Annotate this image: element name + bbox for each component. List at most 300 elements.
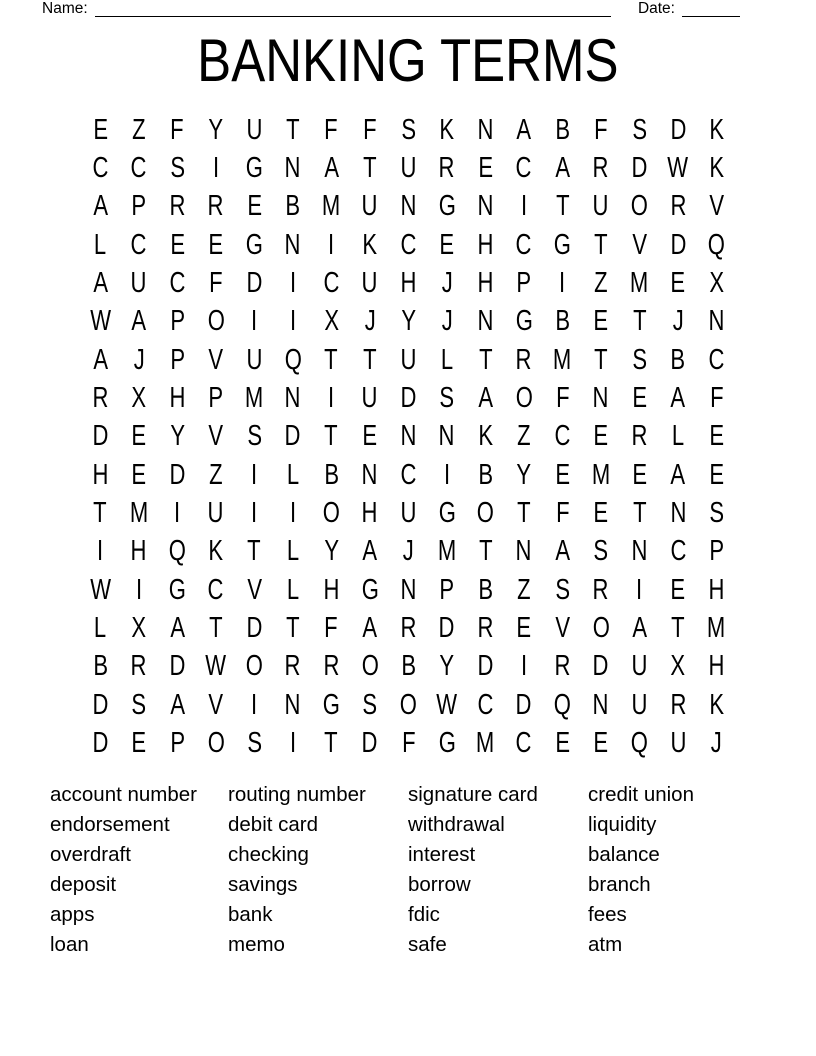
grid-cell (697, 418, 736, 456)
word-item: account number (50, 783, 198, 806)
grid-letter: T (632, 497, 647, 530)
grid-cell (428, 111, 467, 149)
grid-row (81, 609, 736, 647)
grid-row (81, 188, 736, 226)
grid-letter: N (477, 113, 494, 146)
grid-cell (351, 264, 390, 302)
grid-letter: Z (517, 420, 531, 453)
grid-letter: R (670, 190, 686, 223)
name-blank-line (95, 1, 611, 17)
grid-letter: M (437, 535, 457, 568)
grid-letter: F (170, 113, 185, 146)
grid-letter: I (251, 688, 258, 721)
grid-cell (505, 264, 544, 302)
grid-cell (120, 609, 159, 647)
grid-letter: J (402, 535, 414, 568)
grid-cell (312, 725, 351, 763)
grid-cell (697, 456, 736, 494)
grid-cell (274, 149, 313, 187)
grid-cell (235, 303, 274, 341)
grid-letter: X (131, 382, 147, 415)
grid-letter: I (251, 458, 258, 491)
grid-letter: R (323, 650, 340, 683)
grid-cell (428, 379, 467, 417)
grid-cell (197, 571, 236, 609)
grid-letter: R (477, 612, 494, 645)
grid-cell (428, 303, 467, 341)
grid-letter: K (709, 688, 724, 721)
grid-cell (120, 494, 159, 532)
grid-cell (274, 188, 313, 226)
grid-cell (620, 303, 659, 341)
word-item: liquidity (588, 812, 657, 836)
grid-cell (505, 149, 544, 187)
grid-cell (274, 609, 313, 647)
grid-letter: S (246, 727, 262, 760)
grid-cell (389, 609, 428, 647)
grid-letter: D (670, 113, 686, 146)
grid-letter: A (362, 535, 378, 568)
grid-letter: C (130, 228, 147, 261)
grid-cell (158, 379, 197, 417)
grid-letter: O (207, 727, 225, 760)
grid-cell (543, 111, 582, 149)
grid-letter: K (208, 535, 224, 568)
grid-letter: N (670, 497, 686, 530)
grid-cell (620, 494, 659, 532)
grid-cell (389, 418, 428, 456)
grid-letter: R (400, 612, 417, 645)
grid-letter: R (169, 190, 186, 223)
grid-letter: J (441, 267, 453, 300)
grid-cell (428, 686, 467, 724)
grid-letter: P (131, 190, 147, 223)
grid-cell (235, 494, 274, 532)
grid-letter: E (555, 727, 570, 760)
grid-letter: A (323, 152, 339, 185)
grid-letter: V (208, 688, 224, 721)
grid-cell (582, 456, 621, 494)
grid-letter: N (284, 688, 301, 721)
grid-letter: I (289, 267, 296, 300)
grid-cell (120, 341, 159, 379)
grid-cell (235, 648, 274, 686)
grid-cell (158, 188, 197, 226)
grid-cell (81, 686, 120, 724)
grid-cell (235, 264, 274, 302)
grid-cell (697, 226, 736, 264)
grid-letter: E (593, 305, 609, 338)
grid-cell (466, 571, 505, 609)
grid-cell (582, 418, 621, 456)
grid-letter: D (631, 152, 648, 185)
grid-letter: N (477, 190, 494, 223)
grid-letter: C (515, 228, 532, 261)
grid-cell (428, 609, 467, 647)
grid-cell (389, 149, 428, 187)
grid-letter: A (362, 612, 378, 645)
grid-letter: E (439, 228, 455, 261)
grid-cell (466, 226, 505, 264)
grid-cell (659, 111, 698, 149)
grid-cell (197, 226, 236, 264)
grid-cell (389, 648, 428, 686)
grid-cell (389, 456, 428, 494)
grid-letter: H (323, 573, 340, 606)
grid-cell (428, 341, 467, 379)
grid-letter: R (592, 573, 609, 606)
word-item: credit union (588, 783, 694, 806)
grid-cell (620, 571, 659, 609)
grid-cell (274, 571, 313, 609)
grid-letter: I (289, 497, 296, 530)
grid-row (81, 686, 736, 724)
grid-cell (659, 188, 698, 226)
grid-cell (620, 188, 659, 226)
grid-letter: M (476, 727, 495, 760)
grid-cell (197, 494, 236, 532)
grid-letter: T (594, 343, 608, 376)
grid-cell (543, 303, 582, 341)
grid-cell (697, 609, 736, 647)
grid-cell (428, 725, 467, 763)
grid-letter: D (246, 612, 263, 645)
grid-cell (428, 226, 467, 264)
grid-letter: T (324, 420, 339, 453)
grid-letter: B (555, 305, 570, 338)
grid-cell (582, 725, 621, 763)
grid-cell (659, 226, 698, 264)
grid-letter: X (670, 650, 686, 683)
grid-cell (697, 533, 736, 571)
grid-cell (697, 341, 736, 379)
grid-letter: G (438, 727, 456, 760)
grid-cell (158, 456, 197, 494)
grid-cell (505, 686, 544, 724)
grid-letter: T (555, 190, 570, 223)
grid-cell (543, 725, 582, 763)
word-column (408, 780, 588, 959)
grid-cell (582, 648, 621, 686)
grid-letter: U (670, 727, 686, 760)
grid-cell (120, 725, 159, 763)
grid-cell (81, 418, 120, 456)
grid-letter: R (284, 650, 301, 683)
grid-cell (543, 418, 582, 456)
grid-cell (120, 111, 159, 149)
grid-letter: L (94, 612, 107, 645)
grid-cell (582, 188, 621, 226)
grid-cell (158, 264, 197, 302)
grid-letter: C (323, 267, 340, 300)
grid-letter: V (246, 573, 262, 606)
grid-cell (312, 379, 351, 417)
grid-cell (235, 725, 274, 763)
grid-cell (582, 303, 621, 341)
grid-cell (428, 149, 467, 187)
grid-cell (351, 149, 390, 187)
grid-letter: F (324, 113, 339, 146)
grid-cell (120, 379, 159, 417)
grid-letter: U (631, 650, 648, 683)
grid-cell (312, 571, 351, 609)
grid-cell (543, 609, 582, 647)
grid-cell (389, 264, 428, 302)
grid-cell (389, 341, 428, 379)
grid-letter: O (322, 497, 340, 530)
grid-cell (466, 456, 505, 494)
grid-letter: Q (284, 343, 302, 376)
grid-cell (158, 303, 197, 341)
grid-cell (351, 456, 390, 494)
grid-cell (505, 725, 544, 763)
grid-cell (505, 418, 544, 456)
grid-letter: F (324, 612, 339, 645)
grid-cell (466, 418, 505, 456)
grid-letter: P (709, 535, 724, 568)
grid-letter: E (593, 420, 609, 453)
grid-cell (466, 648, 505, 686)
grid-cell (620, 264, 659, 302)
grid-letter: O (361, 650, 379, 683)
grid-cell (274, 303, 313, 341)
grid-letter: O (476, 497, 494, 530)
grid-letter: G (438, 497, 456, 530)
grid-letter: J (710, 727, 723, 760)
grid-cell (351, 341, 390, 379)
grid-letter: L (440, 343, 454, 376)
grid-cell (466, 686, 505, 724)
grid-letter: E (709, 458, 724, 491)
grid-cell (81, 226, 120, 264)
grid-letter: H (361, 497, 378, 530)
grid-cell (389, 533, 428, 571)
grid-row (81, 111, 736, 149)
grid-cell (158, 149, 197, 187)
grid-cell (659, 571, 698, 609)
grid-cell (120, 571, 159, 609)
grid-letter: W (205, 650, 227, 683)
grid-row (81, 264, 736, 302)
grid-letter: C (92, 152, 109, 185)
page-title (0, 27, 816, 94)
grid-letter: K (709, 113, 724, 146)
grid-letter: E (593, 497, 609, 530)
grid-cell (697, 379, 736, 417)
grid-cell (274, 111, 313, 149)
grid-cell (620, 725, 659, 763)
word-item: borrow (408, 872, 471, 896)
grid-letter: I (520, 190, 527, 223)
grid-letter: Q (168, 535, 186, 568)
grid-cell (274, 648, 313, 686)
grid-cell (197, 725, 236, 763)
grid-letter: H (708, 573, 725, 606)
grid-letter: M (591, 458, 611, 491)
grid-cell (505, 571, 544, 609)
grid-cell (582, 111, 621, 149)
word-item: fees (588, 902, 627, 926)
grid-letter: B (670, 343, 686, 376)
grid-letter: C (515, 152, 532, 185)
grid-letter: D (92, 420, 109, 453)
grid-letter: S (362, 688, 378, 721)
grid-letter: R (515, 343, 532, 376)
grid-letter: U (246, 343, 263, 376)
word-column (588, 780, 758, 959)
grid-letter: R (592, 152, 609, 185)
grid-cell (197, 609, 236, 647)
grid-cell (351, 648, 390, 686)
grid-letter: T (324, 727, 339, 760)
grid-cell (81, 379, 120, 417)
grid-cell (81, 533, 120, 571)
grid-letter: H (708, 650, 725, 683)
grid-cell (312, 188, 351, 226)
grid-letter: F (401, 727, 416, 760)
grid-row (81, 341, 736, 379)
grid-cell (158, 341, 197, 379)
name-label: Name: (42, 0, 88, 17)
grid-cell (466, 188, 505, 226)
grid-row (81, 418, 736, 456)
grid-letter: G (245, 228, 263, 261)
grid-cell (466, 494, 505, 532)
grid-cell (543, 533, 582, 571)
grid-cell (120, 533, 159, 571)
grid-letter: E (208, 228, 224, 261)
grid-cell (620, 533, 659, 571)
grid-cell (158, 533, 197, 571)
grid-letter: Y (169, 420, 185, 453)
grid-cell (659, 264, 698, 302)
grid-row (81, 456, 736, 494)
grid-letter: Q (630, 727, 649, 760)
grid-letter: S (632, 113, 647, 146)
grid-cell (582, 226, 621, 264)
grid-cell (197, 379, 236, 417)
grid-letter: M (707, 612, 726, 645)
grid-cell (197, 456, 236, 494)
header (42, 0, 740, 17)
grid-letter: X (131, 612, 147, 645)
grid-letter: Q (707, 228, 726, 261)
grid-letter: D (169, 650, 186, 683)
grid-letter: A (632, 612, 647, 645)
grid-letter: A (169, 612, 185, 645)
grid-letter: N (708, 305, 725, 338)
grid-letter: E (632, 458, 647, 491)
word-column (50, 780, 228, 959)
word-item: interest (408, 842, 476, 866)
grid-letter: I (520, 650, 527, 683)
grid-cell (620, 609, 659, 647)
grid-cell (697, 725, 736, 763)
grid-letter: S (169, 152, 185, 185)
grid-cell (312, 533, 351, 571)
grid-letter: I (443, 458, 450, 491)
grid-cell (81, 609, 120, 647)
grid-cell (659, 686, 698, 724)
grid-cell (81, 111, 120, 149)
grid-cell (312, 226, 351, 264)
grid-cell (312, 303, 351, 341)
grid-letter: D (477, 650, 494, 683)
grid-row (81, 149, 736, 187)
grid-cell (158, 111, 197, 149)
grid-letter: K (439, 113, 455, 146)
grid-cell (505, 648, 544, 686)
grid-cell (197, 418, 236, 456)
grid-letter: U (361, 190, 378, 223)
grid-cell (158, 686, 197, 724)
grid-cell (235, 188, 274, 226)
grid-cell (389, 111, 428, 149)
word-item: withdrawal (408, 812, 505, 836)
grid-letter: W (436, 688, 458, 721)
grid-cell (274, 686, 313, 724)
grid-letter: S (246, 420, 262, 453)
grid-cell (543, 494, 582, 532)
grid-letter: U (246, 113, 263, 146)
grid-letter: R (130, 650, 147, 683)
grid-row (81, 533, 736, 571)
grid-letter: T (594, 228, 608, 261)
grid-letter: B (478, 573, 493, 606)
grid-letter: T (363, 152, 377, 185)
grid-cell (428, 648, 467, 686)
grid-cell (274, 418, 313, 456)
grid-cell (389, 725, 428, 763)
grid-cell (158, 725, 197, 763)
grid-letter: E (670, 573, 686, 606)
grid-cell (312, 111, 351, 149)
grid-letter: S (632, 343, 647, 376)
grid-cell (312, 149, 351, 187)
grid-letter: A (92, 190, 108, 223)
grid-cell (582, 264, 621, 302)
grid-letter: T (517, 497, 531, 530)
grid-cell (235, 379, 274, 417)
grid-cell (389, 379, 428, 417)
grid-cell (543, 456, 582, 494)
grid-letter: E (632, 382, 647, 415)
word-item: fdic (408, 902, 440, 926)
grid-cell (351, 303, 390, 341)
grid-letter: A (555, 535, 570, 568)
grid-cell (120, 456, 159, 494)
grid-cell (543, 686, 582, 724)
grid-letter: J (364, 305, 376, 338)
grid-cell (505, 111, 544, 149)
grid-cell (120, 264, 159, 302)
grid-cell (505, 226, 544, 264)
grid-letter: C (207, 573, 224, 606)
grid-letter: K (478, 420, 493, 453)
grid-cell (120, 149, 159, 187)
grid-letter: C (708, 343, 725, 376)
grid-letter: D (515, 688, 532, 721)
grid-letter: E (670, 267, 686, 300)
grid-letter: F (594, 113, 608, 146)
grid-letter: G (322, 688, 340, 721)
grid-cell (697, 571, 736, 609)
grid-cell (312, 609, 351, 647)
grid-letter: Z (209, 458, 223, 491)
grid-cell (389, 226, 428, 264)
grid-letter: L (286, 458, 299, 491)
grid-cell (235, 111, 274, 149)
